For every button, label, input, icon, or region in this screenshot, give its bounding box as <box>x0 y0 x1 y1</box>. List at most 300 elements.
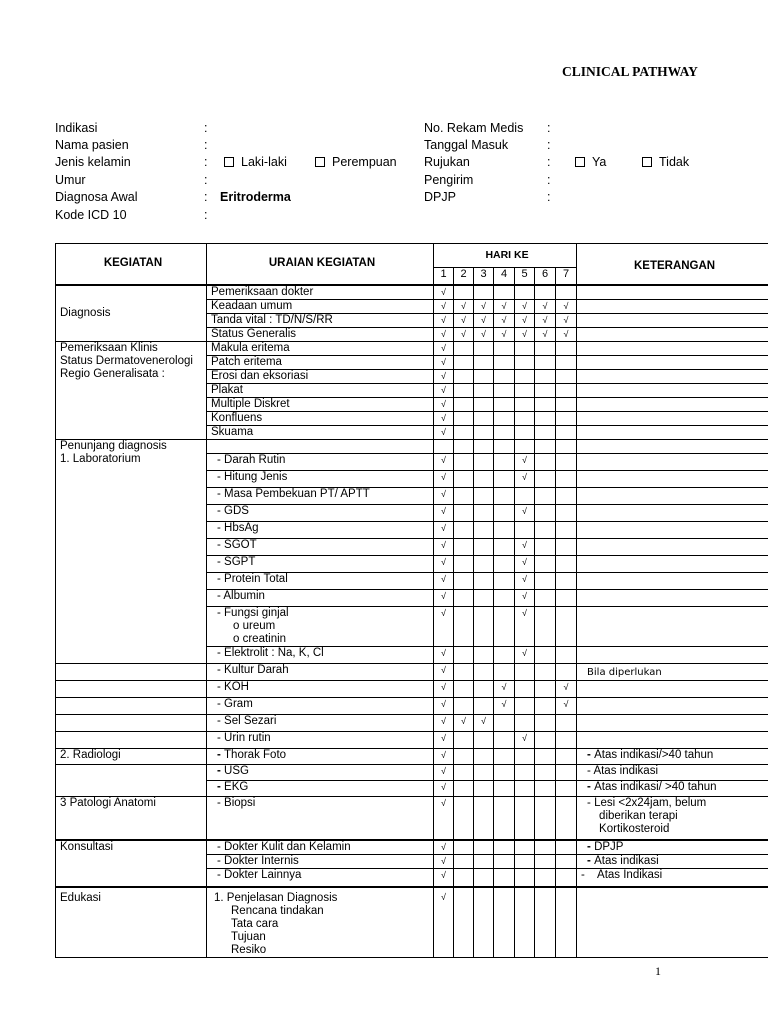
day-4-cell[interactable] <box>494 887 515 958</box>
day-6-cell[interactable] <box>535 764 556 780</box>
day-5-cell[interactable] <box>515 796 535 840</box>
kegiatan-cell <box>56 589 207 606</box>
day-5-cell[interactable] <box>515 680 535 697</box>
day-3-cell[interactable] <box>474 411 494 425</box>
day-3-cell[interactable] <box>474 521 494 538</box>
day-2-cell[interactable] <box>454 855 474 869</box>
day-3-cell[interactable] <box>474 439 494 453</box>
day-5-cell[interactable] <box>515 355 535 369</box>
day-7-cell[interactable] <box>556 555 577 572</box>
day-7-cell[interactable] <box>556 764 577 780</box>
day-4-cell[interactable] <box>494 764 515 780</box>
day-7-cell[interactable] <box>556 425 577 439</box>
day-2-cell[interactable] <box>454 714 474 731</box>
day-3-cell[interactable] <box>474 855 494 869</box>
day-5-cell[interactable] <box>515 748 535 764</box>
day-1-cell[interactable] <box>434 646 454 663</box>
table-row <box>56 796 768 840</box>
gender-option-male[interactable] <box>224 155 287 169</box>
day-7-cell[interactable] <box>556 487 577 504</box>
day-4-cell[interactable] <box>494 521 515 538</box>
day-3-cell[interactable] <box>474 487 494 504</box>
day-1-cell[interactable] <box>434 504 454 521</box>
day-7-cell[interactable] <box>556 646 577 663</box>
day-5-cell[interactable] <box>515 470 535 487</box>
day-4-cell[interactable] <box>494 299 515 313</box>
day-3-cell[interactable] <box>474 397 494 411</box>
day-4-cell[interactable] <box>494 840 515 855</box>
checkbox-icon[interactable] <box>315 157 325 167</box>
day-4-cell[interactable] <box>494 663 515 680</box>
label-rujukan: Rujukan <box>424 155 470 169</box>
day-2-cell[interactable] <box>454 780 474 796</box>
activity-item <box>207 796 434 840</box>
colon: : <box>204 190 208 204</box>
day-7-cell[interactable] <box>556 313 577 327</box>
day-6-cell[interactable] <box>535 504 556 521</box>
check-mark-icon: √ <box>441 286 446 297</box>
day-3-cell[interactable] <box>474 355 494 369</box>
note-cell <box>577 840 768 855</box>
day-1-cell[interactable] <box>434 869 454 887</box>
day-1-cell[interactable] <box>434 663 454 680</box>
day-3-cell[interactable] <box>474 589 494 606</box>
day-3-cell[interactable] <box>474 869 494 887</box>
check-mark-icon: √ <box>542 300 548 311</box>
day-7-cell[interactable] <box>556 341 577 355</box>
day-4-cell[interactable] <box>494 355 515 369</box>
day-1-cell[interactable] <box>434 680 454 697</box>
day-6-cell[interactable] <box>535 521 556 538</box>
day-2-cell[interactable] <box>454 731 474 748</box>
consult-item: - Dokter Kulit dan Kelamin <box>217 841 351 853</box>
day-3-cell[interactable] <box>474 383 494 397</box>
day-5-cell[interactable] <box>515 397 535 411</box>
day-2-cell[interactable] <box>454 327 474 341</box>
day-6-cell[interactable] <box>535 327 556 341</box>
day-4-cell[interactable] <box>494 538 515 555</box>
day-7-cell[interactable] <box>556 285 577 300</box>
day-7-cell[interactable] <box>556 369 577 383</box>
day-3-cell[interactable] <box>474 780 494 796</box>
day-1-cell[interactable] <box>434 369 454 383</box>
day-2-cell[interactable] <box>454 341 474 355</box>
day-2-cell[interactable] <box>454 887 474 958</box>
check-mark-icon: √ <box>563 314 569 325</box>
day-1-cell[interactable] <box>434 589 454 606</box>
day-7-cell[interactable] <box>556 869 577 887</box>
day-7-cell[interactable] <box>556 780 577 796</box>
day-5-cell[interactable] <box>515 327 535 341</box>
day-4-cell[interactable] <box>494 504 515 521</box>
day-2-cell[interactable] <box>454 796 474 840</box>
day-7-cell[interactable] <box>556 453 577 470</box>
day-6-cell[interactable] <box>535 697 556 714</box>
note-cell <box>577 714 768 731</box>
day-2-cell[interactable] <box>454 555 474 572</box>
day-4-cell[interactable] <box>494 411 515 425</box>
day-2-cell[interactable] <box>454 521 474 538</box>
day-4-cell[interactable] <box>494 680 515 697</box>
day-5-cell[interactable] <box>515 383 535 397</box>
day-4-cell[interactable] <box>494 383 515 397</box>
day-6-cell[interactable] <box>535 487 556 504</box>
day-4-cell[interactable] <box>494 572 515 589</box>
day-6-cell[interactable] <box>535 663 556 680</box>
day-2-cell[interactable] <box>454 504 474 521</box>
gender-option-female[interactable] <box>315 155 397 169</box>
day-7-cell[interactable] <box>556 397 577 411</box>
colon: : <box>204 173 208 187</box>
checkbox-icon[interactable] <box>224 157 234 167</box>
day-5-cell[interactable] <box>515 521 535 538</box>
day-2-cell[interactable] <box>454 748 474 764</box>
day-1-cell[interactable] <box>434 538 454 555</box>
day-6-cell[interactable] <box>535 453 556 470</box>
day-6-cell[interactable] <box>535 313 556 327</box>
day-5-cell[interactable] <box>515 453 535 470</box>
day-3-cell[interactable] <box>474 425 494 439</box>
check-mark-icon: √ <box>522 573 527 584</box>
day-3-cell[interactable] <box>474 748 494 764</box>
day-4-cell[interactable] <box>494 646 515 663</box>
day-6-cell[interactable] <box>535 470 556 487</box>
day-7-cell[interactable] <box>556 521 577 538</box>
day-4-cell[interactable] <box>494 731 515 748</box>
day-5-cell[interactable] <box>515 425 535 439</box>
note-cell <box>577 663 768 680</box>
table-row <box>56 748 768 764</box>
check-mark-icon: √ <box>481 715 486 726</box>
day-2-cell[interactable] <box>454 313 474 327</box>
day-1-cell[interactable] <box>434 313 454 327</box>
day-2-cell[interactable] <box>454 383 474 397</box>
day-1-cell[interactable] <box>434 697 454 714</box>
day-6-cell[interactable] <box>535 299 556 313</box>
day-1-cell[interactable] <box>434 470 454 487</box>
day-4-cell[interactable] <box>494 714 515 731</box>
note-cell <box>577 780 768 796</box>
day-3-cell[interactable] <box>474 341 494 355</box>
day-6-cell[interactable] <box>535 425 556 439</box>
day-5-cell[interactable] <box>515 504 535 521</box>
day-4-cell[interactable] <box>494 855 515 869</box>
day-2-cell[interactable] <box>454 606 474 646</box>
day-7-cell[interactable] <box>556 504 577 521</box>
check-mark-icon: √ <box>441 471 446 482</box>
day-1-cell[interactable] <box>434 714 454 731</box>
day-4-cell[interactable] <box>494 748 515 764</box>
day-1-cell[interactable] <box>434 780 454 796</box>
day-2-cell[interactable] <box>454 538 474 555</box>
day-3-cell[interactable] <box>474 299 494 313</box>
day-7-cell[interactable] <box>556 748 577 764</box>
day-1-cell[interactable] <box>434 606 454 646</box>
day-3-cell[interactable] <box>474 887 494 958</box>
note-cell <box>577 425 768 439</box>
day-6-cell[interactable] <box>535 572 556 589</box>
day-2-cell[interactable] <box>454 764 474 780</box>
day-4-cell[interactable] <box>494 425 515 439</box>
day-3-cell[interactable] <box>474 764 494 780</box>
day-5-cell[interactable] <box>515 840 535 855</box>
check-mark-icon: √ <box>563 681 569 692</box>
day-7-cell[interactable] <box>556 470 577 487</box>
day-7-cell[interactable] <box>556 439 577 453</box>
day-6-cell[interactable] <box>535 855 556 869</box>
day-7-cell[interactable] <box>556 663 577 680</box>
day-4-cell[interactable] <box>494 327 515 341</box>
day-3-cell[interactable] <box>474 369 494 383</box>
day-1-cell[interactable] <box>434 487 454 504</box>
day-2-cell[interactable] <box>454 369 474 383</box>
day-7-cell[interactable] <box>556 887 577 958</box>
day-3-cell[interactable] <box>474 606 494 646</box>
day-6-cell[interactable] <box>535 411 556 425</box>
day-5-cell[interactable] <box>515 572 535 589</box>
day-3-cell[interactable] <box>474 327 494 341</box>
day-7-cell[interactable] <box>556 572 577 589</box>
label-dpjp: DPJP <box>424 190 456 204</box>
check-mark-icon: √ <box>441 398 446 409</box>
activity-item <box>207 697 434 714</box>
day-6-cell[interactable] <box>535 369 556 383</box>
day-6-cell[interactable] <box>535 680 556 697</box>
day-6-cell[interactable] <box>535 589 556 606</box>
day-1-cell[interactable] <box>434 855 454 869</box>
day-1-cell[interactable] <box>434 285 454 300</box>
day-6-cell[interactable] <box>535 538 556 555</box>
day-4-cell[interactable] <box>494 369 515 383</box>
day-1-cell[interactable] <box>434 764 454 780</box>
day-1-cell[interactable] <box>434 327 454 341</box>
day-1-cell[interactable] <box>434 453 454 470</box>
day-5-cell[interactable] <box>515 538 535 555</box>
day-2-cell[interactable] <box>454 572 474 589</box>
diagnosa-awal-value: Eritroderma <box>220 190 291 204</box>
day-2-cell[interactable] <box>454 869 474 887</box>
day-7-cell[interactable] <box>556 731 577 748</box>
day-3-cell[interactable] <box>474 313 494 327</box>
day-1-cell[interactable] <box>434 840 454 855</box>
checkbox-icon[interactable] <box>575 157 585 167</box>
day-2-cell[interactable] <box>454 697 474 714</box>
lab-test-name: - KOH <box>217 681 249 693</box>
day-3-cell[interactable] <box>474 731 494 748</box>
day-3-cell[interactable] <box>474 285 494 300</box>
day-6-cell[interactable] <box>535 439 556 453</box>
day-5-cell[interactable] <box>515 731 535 748</box>
day-3-cell[interactable] <box>474 663 494 680</box>
day-3-cell[interactable] <box>474 680 494 697</box>
day-6-cell[interactable] <box>535 748 556 764</box>
day-5-cell[interactable] <box>515 663 535 680</box>
day-1-cell[interactable] <box>434 748 454 764</box>
day-5-cell[interactable] <box>515 646 535 663</box>
day-2-cell[interactable] <box>454 487 474 504</box>
day-3-cell[interactable] <box>474 840 494 855</box>
colon: : <box>204 208 208 222</box>
day-5-cell[interactable] <box>515 589 535 606</box>
check-mark-icon: √ <box>522 454 527 465</box>
day-6-cell[interactable] <box>535 796 556 840</box>
check-mark-icon: √ <box>522 328 527 339</box>
day-2-cell[interactable] <box>454 425 474 439</box>
day-2-cell[interactable] <box>454 355 474 369</box>
check-mark-icon: √ <box>441 647 446 658</box>
day-5-cell[interactable] <box>515 714 535 731</box>
day-6-cell[interactable] <box>535 714 556 731</box>
option-label: Perempuan <box>332 155 397 169</box>
day-6-cell[interactable] <box>535 397 556 411</box>
day-4-cell[interactable] <box>494 313 515 327</box>
day-7-cell[interactable] <box>556 840 577 855</box>
day-6-cell[interactable] <box>535 555 556 572</box>
day-4-cell[interactable] <box>494 453 515 470</box>
activity-item <box>207 748 434 764</box>
day-5-cell[interactable] <box>515 869 535 887</box>
day-6-cell[interactable] <box>535 780 556 796</box>
day-5-cell[interactable] <box>515 780 535 796</box>
day-2-cell[interactable] <box>454 439 474 453</box>
day-1-cell[interactable] <box>434 887 454 958</box>
day-4-cell[interactable] <box>494 869 515 887</box>
day-6-cell[interactable] <box>535 606 556 646</box>
day-5-cell[interactable] <box>515 341 535 355</box>
day-4-cell[interactable] <box>494 796 515 840</box>
day-2-cell[interactable] <box>454 680 474 697</box>
day-6-cell[interactable] <box>535 383 556 397</box>
day-3-cell[interactable] <box>474 714 494 731</box>
day-6-cell[interactable] <box>535 341 556 355</box>
day-4-cell[interactable] <box>494 397 515 411</box>
activity-item <box>207 504 434 521</box>
day-1-cell[interactable] <box>434 731 454 748</box>
day-4-cell[interactable] <box>494 589 515 606</box>
day-1-cell[interactable] <box>434 572 454 589</box>
activity-item: Plakat <box>207 383 434 397</box>
day-2-cell[interactable] <box>454 397 474 411</box>
day-1-cell[interactable] <box>434 397 454 411</box>
day-7-cell[interactable] <box>556 383 577 397</box>
day-5-cell[interactable] <box>515 285 535 300</box>
day-1-cell[interactable] <box>434 411 454 425</box>
day-7-cell[interactable] <box>556 697 577 714</box>
day-2-cell[interactable] <box>454 470 474 487</box>
day-1-cell[interactable] <box>434 341 454 355</box>
referral-option-no[interactable] <box>642 155 689 169</box>
day-7-cell[interactable] <box>556 411 577 425</box>
day-2-cell[interactable] <box>454 840 474 855</box>
day-1-cell[interactable] <box>434 555 454 572</box>
day-3-cell[interactable] <box>474 453 494 470</box>
checkbox-icon[interactable] <box>642 157 652 167</box>
day-7-cell[interactable] <box>556 796 577 840</box>
day-7-cell[interactable] <box>556 355 577 369</box>
day-1-cell[interactable] <box>434 796 454 840</box>
day-6-cell[interactable] <box>535 887 556 958</box>
day-4-cell[interactable] <box>494 606 515 646</box>
day-5-cell[interactable] <box>515 313 535 327</box>
day-3-cell[interactable] <box>474 504 494 521</box>
day-2-cell[interactable] <box>454 285 474 300</box>
day-5-cell[interactable] <box>515 299 535 313</box>
day-6-cell[interactable] <box>535 731 556 748</box>
day-4-cell[interactable] <box>494 780 515 796</box>
check-mark-icon: √ <box>481 300 486 311</box>
day-4-cell[interactable] <box>494 555 515 572</box>
day-1-cell[interactable] <box>434 299 454 313</box>
day-7-cell[interactable] <box>556 299 577 313</box>
day-4-cell[interactable] <box>494 487 515 504</box>
day-3-cell[interactable] <box>474 697 494 714</box>
day-5-cell[interactable] <box>515 411 535 425</box>
check-mark-icon: √ <box>461 328 466 339</box>
day-2-cell[interactable] <box>454 299 474 313</box>
day-5-cell[interactable] <box>515 887 535 958</box>
note-cell <box>577 504 768 521</box>
header-hari-ke: HARI KE <box>434 244 577 268</box>
day-7-cell[interactable] <box>556 538 577 555</box>
day-6-cell[interactable] <box>535 355 556 369</box>
day-1-cell[interactable] <box>434 439 454 453</box>
day-5-cell[interactable] <box>515 855 535 869</box>
day-3-cell[interactable] <box>474 470 494 487</box>
day-3-cell[interactable] <box>474 796 494 840</box>
day-4-cell[interactable] <box>494 285 515 300</box>
day-4-cell[interactable] <box>494 341 515 355</box>
day-6-cell[interactable] <box>535 285 556 300</box>
day-5-cell[interactable] <box>515 487 535 504</box>
day-5-cell[interactable] <box>515 555 535 572</box>
referral-option-yes[interactable] <box>575 155 606 169</box>
day-6-cell[interactable] <box>535 646 556 663</box>
day-1-cell[interactable] <box>434 425 454 439</box>
day-1-cell[interactable] <box>434 521 454 538</box>
day-5-cell[interactable] <box>515 439 535 453</box>
day-7-cell[interactable] <box>556 680 577 697</box>
day-4-cell[interactable] <box>494 439 515 453</box>
day-5-cell[interactable] <box>515 697 535 714</box>
day-5-cell[interactable] <box>515 369 535 383</box>
day-5-cell[interactable] <box>515 606 535 646</box>
day-2-cell[interactable] <box>454 646 474 663</box>
day-4-cell[interactable] <box>494 470 515 487</box>
day-6-cell[interactable] <box>535 840 556 855</box>
day-1-cell[interactable] <box>434 383 454 397</box>
day-2-cell[interactable] <box>454 453 474 470</box>
day-3-cell[interactable] <box>474 646 494 663</box>
day-7-cell[interactable] <box>556 327 577 341</box>
day-2-cell[interactable] <box>454 411 474 425</box>
day-3-cell[interactable] <box>474 555 494 572</box>
activity-item: Patch eritema <box>207 355 434 369</box>
day-3-cell[interactable] <box>474 538 494 555</box>
day-7-cell[interactable] <box>556 714 577 731</box>
day-3-cell[interactable] <box>474 572 494 589</box>
day-2-cell[interactable] <box>454 663 474 680</box>
day-7-cell[interactable] <box>556 606 577 646</box>
note-text: - DPJP <box>587 841 623 853</box>
day-5-cell[interactable] <box>515 764 535 780</box>
day-1-cell[interactable] <box>434 355 454 369</box>
day-7-cell[interactable] <box>556 589 577 606</box>
day-6-cell[interactable] <box>535 869 556 887</box>
table-row <box>56 521 768 538</box>
day-2-cell[interactable] <box>454 589 474 606</box>
day-7-cell[interactable] <box>556 855 577 869</box>
day-4-cell[interactable] <box>494 697 515 714</box>
